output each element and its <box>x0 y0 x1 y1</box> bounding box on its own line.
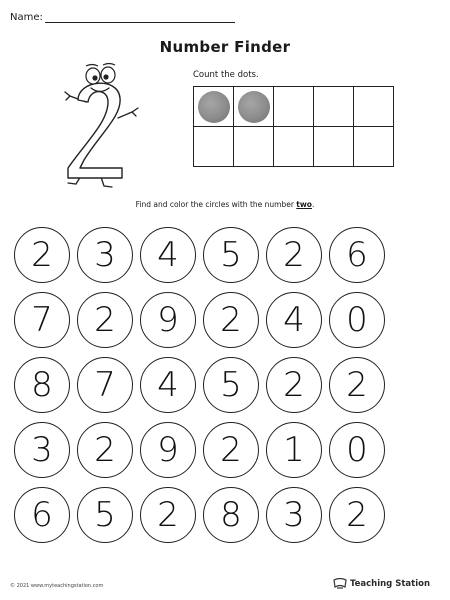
number-circle[interactable] <box>77 292 133 348</box>
number-label: 2 <box>157 495 179 535</box>
number-label: 2 <box>283 365 305 405</box>
number-label: 5 <box>220 235 242 275</box>
number-label: 8 <box>31 365 53 405</box>
number-label: 8 <box>220 495 242 535</box>
number-label: 5 <box>94 495 116 535</box>
number-circle[interactable] <box>140 357 196 413</box>
number-circle[interactable] <box>140 227 196 283</box>
number-label: 2 <box>94 430 116 470</box>
number-circle[interactable] <box>329 292 385 348</box>
number-circle[interactable] <box>203 357 259 413</box>
ten-frame-cell <box>234 127 274 167</box>
number-circle[interactable] <box>77 487 133 543</box>
number-circle[interactable] <box>140 292 196 348</box>
number-label: 3 <box>94 235 116 275</box>
number-circle[interactable] <box>77 227 133 283</box>
number-circle[interactable] <box>329 422 385 478</box>
number-circle[interactable] <box>140 422 196 478</box>
number-label: 2 <box>31 235 53 275</box>
number-label: 2 <box>220 430 242 470</box>
number-label: 0 <box>346 300 368 340</box>
number-circle[interactable] <box>203 422 259 478</box>
number-label: 1 <box>283 430 305 470</box>
instructions-target: two <box>296 200 312 209</box>
number-circle[interactable] <box>14 487 70 543</box>
ten-frame-cell <box>274 127 314 167</box>
number-circle[interactable] <box>329 357 385 413</box>
page-title: Number Finder <box>159 38 291 56</box>
number-circle[interactable] <box>329 227 385 283</box>
number-circle[interactable] <box>203 227 259 283</box>
number-label: 3 <box>31 430 53 470</box>
ten-frame-cell <box>354 127 394 167</box>
teaching-station-logo-icon <box>333 578 347 590</box>
footer-copyright: © 2021 www.myteachingstation.com <box>10 583 104 589</box>
number-label: 6 <box>31 495 53 535</box>
instructions-suffix: . <box>311 200 315 209</box>
ten-frame-cell <box>314 127 354 167</box>
count-label: Count the dots. <box>193 70 259 80</box>
number-circle[interactable] <box>203 487 259 543</box>
number-two-character-icon <box>56 62 146 194</box>
number-label: 4 <box>157 365 179 405</box>
number-label: 2 <box>94 300 116 340</box>
number-label: 6 <box>346 235 368 275</box>
number-label: 2 <box>283 235 305 275</box>
number-label: 9 <box>157 430 179 470</box>
number-label: 4 <box>283 300 305 340</box>
number-circle[interactable] <box>266 292 322 348</box>
name-line[interactable] <box>45 13 235 23</box>
ten-frame-cell <box>314 87 354 127</box>
count-dot <box>198 91 230 123</box>
name-row <box>10 12 235 23</box>
ten-frame-cell <box>194 87 234 127</box>
number-label: 9 <box>157 300 179 340</box>
number-label: 5 <box>220 365 242 405</box>
ten-frame-cell <box>354 87 394 127</box>
number-circle[interactable] <box>77 422 133 478</box>
ten-frame-cell <box>234 87 274 127</box>
number-circle[interactable] <box>266 422 322 478</box>
brand <box>333 578 430 590</box>
ten-frame-cell <box>274 87 314 127</box>
number-circle[interactable] <box>14 227 70 283</box>
number-circle[interactable] <box>266 357 322 413</box>
ten-frame <box>193 86 394 167</box>
ten-frame-cell <box>194 127 234 167</box>
number-label: 2 <box>346 495 368 535</box>
brand-name: Teaching Station <box>349 579 430 589</box>
number-circle[interactable] <box>266 487 322 543</box>
count-dot <box>238 91 270 123</box>
number-label: 2 <box>220 300 242 340</box>
number-circle[interactable] <box>14 422 70 478</box>
instructions-prefix: Find and color the circles with the number <box>135 200 297 209</box>
number-circle[interactable] <box>77 357 133 413</box>
number-label: 7 <box>94 365 116 405</box>
number-label: 3 <box>283 495 305 535</box>
number-circle[interactable] <box>266 227 322 283</box>
number-label: 4 <box>157 235 179 275</box>
number-label: 7 <box>31 300 53 340</box>
number-circle[interactable] <box>140 487 196 543</box>
instructions <box>0 200 450 209</box>
name-label: Name: <box>10 12 43 23</box>
number-circle[interactable] <box>329 487 385 543</box>
number-circle[interactable] <box>14 292 70 348</box>
number-label: 0 <box>346 430 368 470</box>
number-label: 2 <box>346 365 368 405</box>
number-circle[interactable] <box>14 357 70 413</box>
number-circle[interactable] <box>203 292 259 348</box>
number-grid <box>14 227 392 543</box>
